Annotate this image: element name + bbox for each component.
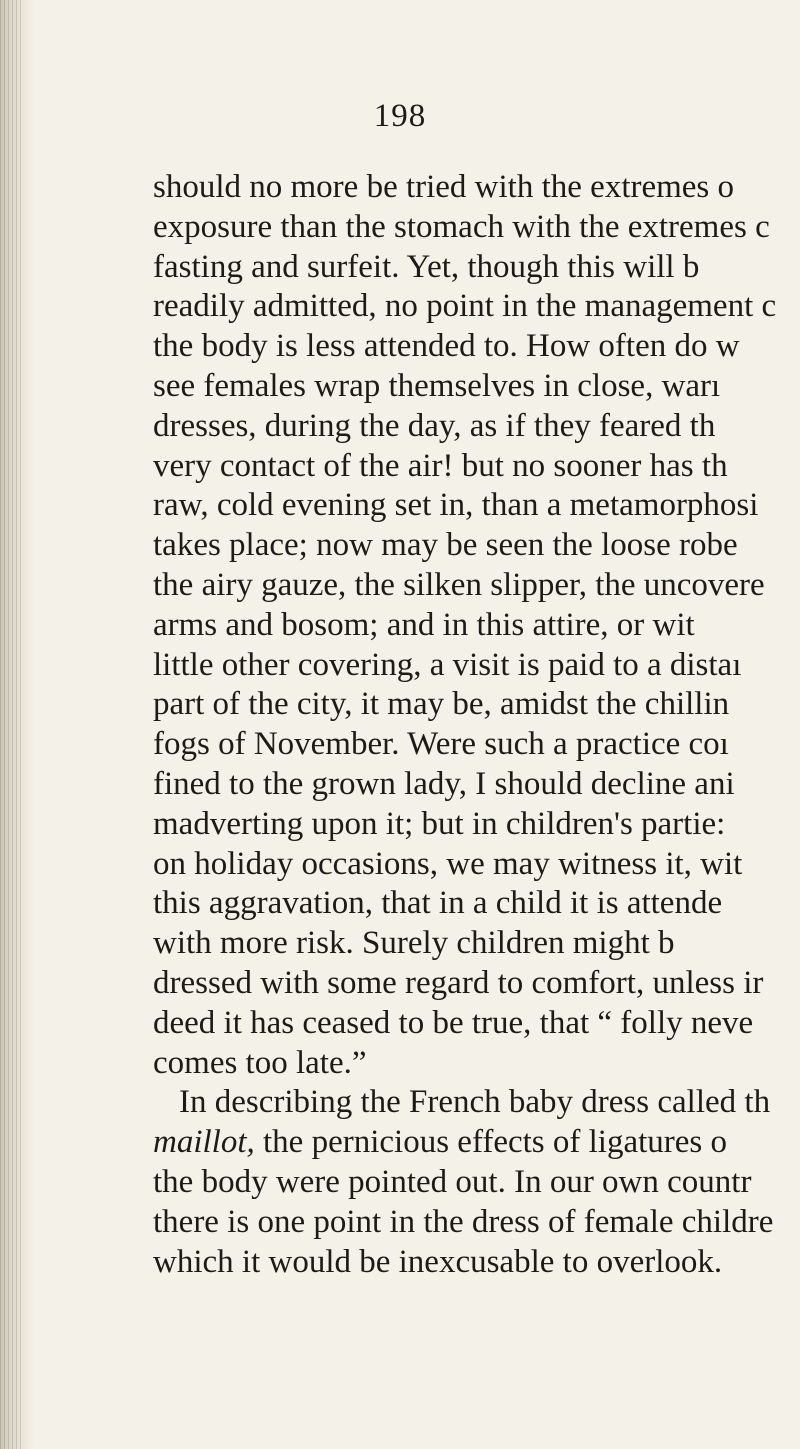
text-line: little other covering, a visit is paid to a distaı	[153, 646, 742, 683]
text-line	[153, 1123, 800, 1163]
text-line: should no more be tried with the extremes o	[153, 169, 735, 205]
text-line: fogs of November. Were such a practice coı	[153, 726, 729, 763]
text-line: exposure than the stomach with the extremes c	[153, 208, 770, 245]
text-line: this aggravation, that in a child it is attende	[153, 885, 723, 922]
body-text	[153, 168, 800, 1428]
paragraph-start-line: In describing the French baby dress called th	[179, 1084, 771, 1121]
text-line: which it would be inexcusable to overlook.	[153, 1243, 723, 1280]
text-line: there is one point in the dress of female childre	[153, 1203, 774, 1240]
text-line: deed it has ceased to be true, that “ folly neve	[153, 1004, 754, 1041]
binding-gutter	[0, 0, 34, 1449]
text-line: arms and bosom; and in this attire, or wit	[153, 606, 695, 643]
text-line: the body is less attended to. How often do w	[153, 328, 740, 365]
text-line: see females wrap themselves in close, warı	[153, 367, 721, 404]
text-line: with more risk. Surely children might b	[153, 925, 675, 962]
text-line: on holiday occasions, we may witness it, wit	[153, 845, 743, 882]
text-line: fasting and surfeit. Yet, though this will b	[153, 248, 700, 285]
text-line: the body were pointed out. In our own countr	[153, 1163, 752, 1200]
binding-gutter-texture	[0, 0, 22, 1449]
text-line: fined to the grown lady, I should decline ani	[153, 765, 735, 802]
text-line: dresses, during the day, as if they feared th	[153, 407, 716, 444]
text-line: part of the city, it may be, amidst the chillin	[153, 686, 730, 723]
text-line: readily admitted, no point in the management c	[153, 288, 777, 325]
text-line: raw, cold evening set in, than a metamorphosi	[153, 487, 759, 524]
text-line: comes too late.”	[153, 1044, 367, 1081]
text-line: dressed with some regard to comfort, unless ir	[153, 964, 764, 1001]
text-line: takes place; now may be seen the loose robe	[153, 527, 738, 564]
text-line: madverting upon it; but in children's partie:	[153, 805, 726, 842]
text-line: very contact of the air! but no sooner has th	[153, 447, 728, 484]
text-line-rest: the pernicious effects of ligatures o	[254, 1124, 727, 1161]
italic-term: maillot,	[153, 1124, 255, 1161]
text-line: the airy gauze, the silken slipper, the uncovere	[153, 566, 765, 603]
page-number: 198	[373, 98, 427, 134]
